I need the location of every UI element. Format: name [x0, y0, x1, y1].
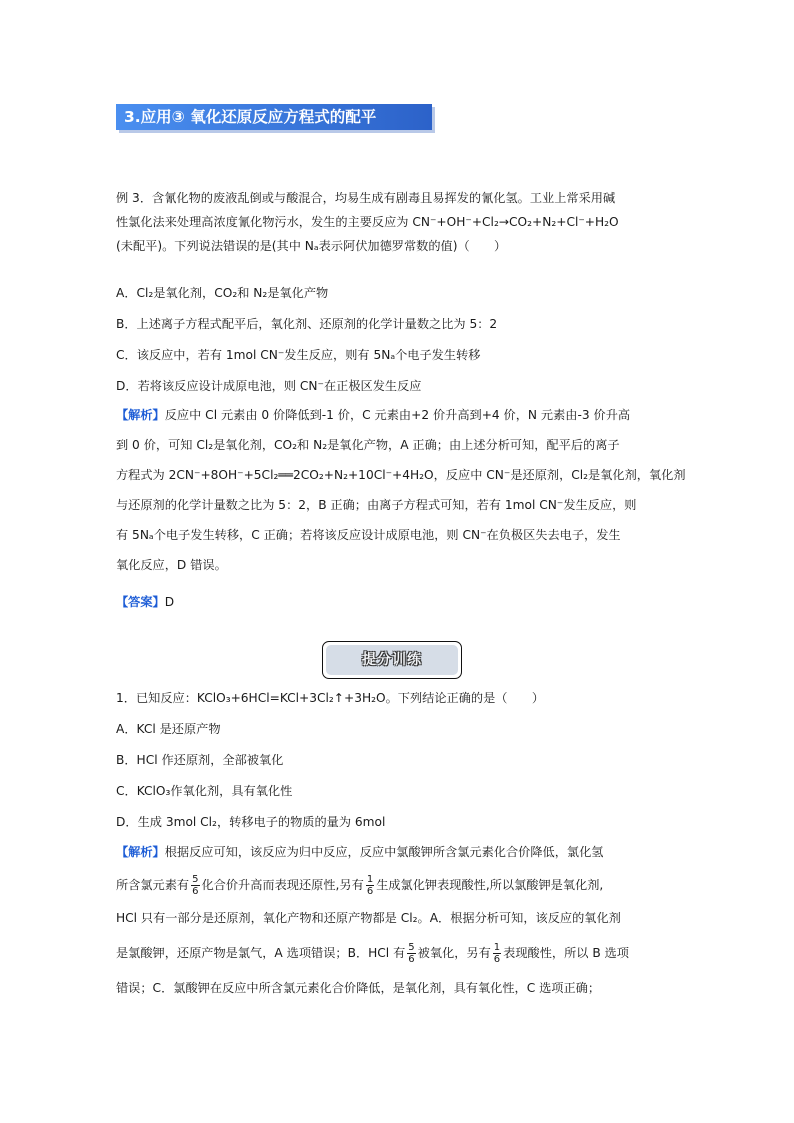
- question-stem: 1．已知反应：KClO₃+6HCl=KCl+3Cl₂↑+3H₂O。下列结论正确的是（ ）: [116, 691, 545, 705]
- example-options: [116, 278, 686, 402]
- fraction-one-sixth: $\frac{1}{6}$: [366, 874, 374, 897]
- example-stem-line: (未配平)。下列说法错误的是(其中 Nₐ表示阿伏加德罗常数的值)（ ）: [116, 239, 507, 253]
- fraction-one-sixth: $\frac{1}{6}$: [493, 942, 501, 965]
- analysis-line: 方程式为 2CN⁻+8OH⁻+5Cl₂══2CO₂+N₂+10Cl⁻+4H₂O，反应中 CN⁻是还原剂，Cl₂是氧化剂，氧化剂: [116, 468, 686, 482]
- analysis-line: 根据反应可知，该反应为归中反应，反应中氯酸钾所含氯元素化合价降低，氯化氢: [164, 845, 604, 859]
- analysis-line: HCl 只有一部分是还原剂，氧化产物和还原产物都是 Cl₂。A．根据分析可知，该反应的氧化剂: [116, 911, 621, 925]
- answer-label: 【答案】: [116, 595, 165, 609]
- fraction-five-sixths: $\frac{5}{6}$: [192, 874, 199, 897]
- option-c: C．KClO₃作氧化剂，具有氧化性: [116, 784, 293, 798]
- answer-value: D: [164, 595, 175, 609]
- analysis-line: 错误；C．氯酸钾在反应中所含氯元素化合价降低，是氧化剂，具有氧化性，C 选项正确；: [116, 981, 601, 995]
- analysis-text: 是氯酸钾，还原产物是氯气，A 选项错误；B．HCl 有: [116, 946, 406, 960]
- analysis-text: 所含氯元素有: [116, 878, 190, 892]
- option-d: D．生成 3mol Cl₂，转移电子的物质的量为 6mol: [116, 815, 386, 829]
- analysis-line: 有 5Nₐ个电子发生转移，C 正确；若将该反应设计成原电池，则 CN⁻在负极区失去电子，发生: [116, 528, 621, 542]
- option-c: C．该反应中，若有 1mol CN⁻发生反应，则有 5Nₐ个电子发生转移: [116, 348, 481, 362]
- question-1-analysis: [116, 836, 686, 1004]
- option-b: B．上述离子方程式配平后，氧化剂、还原剂的化学计量数之比为 5：2: [116, 317, 498, 331]
- analysis-text: 生成氯化钾表现酸性,所以氯酸钾是氧化剂,: [376, 878, 604, 892]
- example-analysis: [116, 400, 686, 580]
- option-a: A．KCl 是还原产物: [116, 722, 221, 736]
- question-1: [116, 683, 686, 838]
- analysis-line: 到 0 价，可知 Cl₂是氧化剂，CO₂和 N₂是氧化产物，A 正确；由上述分析可知，配平后的离子: [116, 438, 620, 452]
- practice-badge-label: 提分训练: [326, 645, 458, 675]
- option-b: B．HCl 作还原剂，全部被氧化: [116, 753, 284, 767]
- analysis-label: 【解析】: [116, 845, 165, 859]
- analysis-text: 化合价升高而表现还原性,另有: [201, 878, 364, 892]
- analysis-line: 与还原剂的化学计量数之比为 5：2，B 正确；由离子方程式可知，若有 1mol CN⁻发生反应，则: [116, 498, 637, 512]
- example-stem-line: 例 3．含氰化物的废液乱倒或与酸混合，均易生成有剧毒且易挥发的氰化氢。工业上常采用碱: [116, 191, 616, 205]
- practice-badge: [322, 641, 462, 679]
- example-answer: [116, 590, 686, 614]
- fraction-five-sixths: $\frac{5}{6}$: [408, 942, 415, 965]
- option-a: A．Cl₂是氧化剂，CO₂和 N₂是氧化产物: [116, 286, 329, 300]
- analysis-text: 表现酸性，所以 B 选项: [503, 946, 629, 960]
- analysis-label: 【解析】: [116, 408, 165, 422]
- analysis-text: 被氧化，另有: [417, 946, 491, 960]
- option-d: D．若将该反应设计成原电池，则 CN⁻在正极区发生反应: [116, 379, 422, 393]
- analysis-line: 反应中 Cl 元素由 0 价降低到-1 价，C 元素由+2 价升高到+4 价，N 元素由-3 价升高: [164, 408, 631, 422]
- example-stem: [116, 186, 686, 258]
- analysis-line: 氧化反应，D 错误。: [116, 558, 227, 572]
- section-heading: 3.应用③ 氧化还原反应方程式的配平: [116, 104, 432, 130]
- example-stem-line: 性氯化法来处理高浓度氰化物污水，发生的主要反应为 CN⁻+OH⁻+Cl₂→CO₂+N₂+Cl⁻+H₂O: [116, 215, 619, 229]
